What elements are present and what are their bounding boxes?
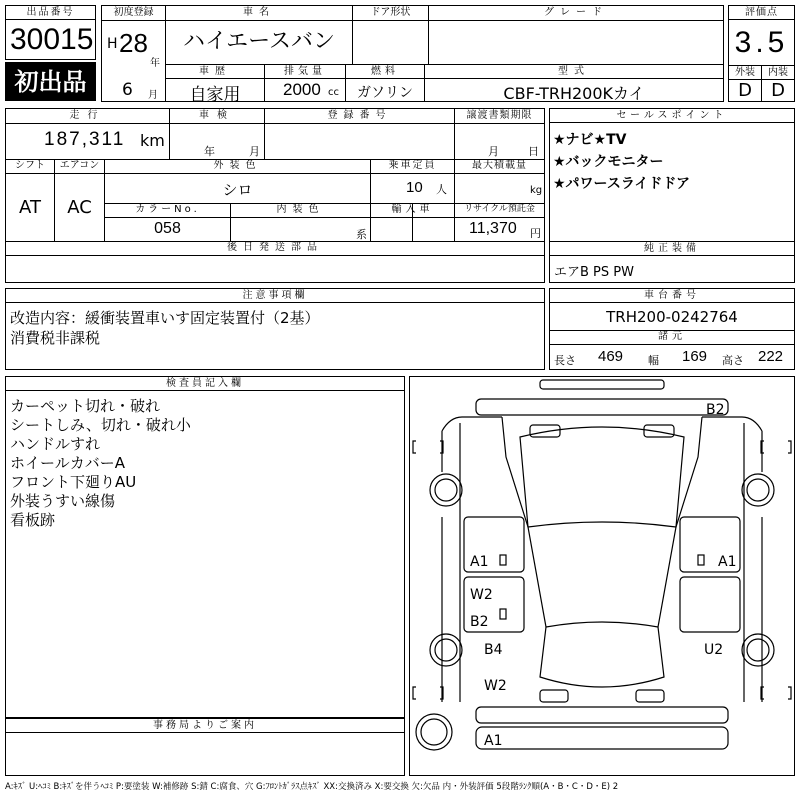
color-number-value: 058 [154,220,181,237]
notes-label: 注意事項欄 [6,289,544,303]
width-label: 幅 [648,354,659,367]
notes-box [5,288,545,370]
inspection-month-unit: 月 [249,145,260,158]
inspector-note: シートしみ、切れ・破れ小 [10,416,191,434]
shift-value: AT [19,197,41,218]
vehicle-diagram [410,377,794,775]
score-value: 3.5 [734,26,789,59]
inspector-note: 看板跡 [10,511,56,529]
office-notes-label: 事務局よりご案内 [6,719,404,733]
sales-point: ★パワースライドドア [553,176,691,192]
inspector-note: カーペット切れ・破れ [10,397,161,415]
displacement-unit: cc [328,87,339,98]
sales-point: ★バックモニター [553,154,664,170]
recycle-value: 11,370 [469,220,517,237]
door-type-label: ドア形状 [370,7,411,18]
chassis-label: 車台番号 [550,289,794,303]
inspector-notes-box [5,376,405,718]
equipment-value: エアB PS PW [554,265,634,280]
equipment-label: 純正装備 [550,242,794,256]
sales-points-label: セールスポイント [550,109,794,123]
damage-diagram-box [409,376,795,776]
fuel-label: 燃料 [371,66,399,77]
model-value: CBF-TRH200Kカイ [503,84,645,103]
length-label: 長さ [554,354,576,367]
sales-point: ★ナビ★TV [553,132,627,148]
aircon-value: AC [67,197,92,218]
first-registration-year: 28 [119,28,148,58]
model-label: 型式 [558,66,590,77]
damage-code-left-fender: B4 [484,642,503,658]
inspector-note: ホイールカバーA [10,454,125,472]
max-load-label: 最大積載量 [472,160,527,171]
width-value: 169 [682,348,708,365]
displacement-label: 排気量 [284,66,326,77]
first-listing-badge [5,62,96,101]
legend-text: A:ｷｽﾞ U:ﾍｺﾐ B:ｷｽﾞを伴うﾍｺﾐ P:要塗装 W:補修跡 S:錆 C:腐食、穴 G:ﾌﾛﾝﾄｶﾞﾗｽ点ｷｽﾞ XX:交換済み X:要交換 欠:欠品 内・外装評価 5段階ﾗﾝｸ順(A・B・C・D・E) 2 [5,782,619,792]
first-listing-text: 初出品 [14,68,87,96]
capacity-value: 10 [406,179,423,196]
dimensions-label: 諸元 [658,331,686,342]
damage-code-left-rear-panel: B2 [470,614,489,630]
fuel-value: ガソリン [357,85,413,101]
equipment-box [549,241,795,283]
sales-points-box [549,108,795,242]
exterior-grade-label: 外装 [735,67,755,78]
recycle-label: リサイクル預託金 [464,204,535,214]
score-box [728,5,795,102]
mileage-value: 187,311 [44,129,126,150]
later-parts-label: 後日発送部品 [227,242,323,253]
shift-label: シフト [15,160,45,171]
lot-number-box [5,5,96,60]
chassis-number: TRH200-0242764 [606,308,738,326]
lot-number-label: 出品番号 [6,6,95,20]
era-letter: H [107,36,118,52]
inspector-notes-label: 検査員記入欄 [6,377,404,391]
height-value: 222 [758,348,784,365]
inspector-note: 外装うすい線傷 [10,492,116,510]
month-unit: 月 [148,90,158,101]
mileage-unit: km [140,131,165,150]
car-name: ハイエースバン [182,29,336,54]
registration-number-label: 登録番号 [327,110,392,121]
chassis-box [549,288,795,370]
exterior-grade: D [738,80,752,101]
history-value: 自家用 [189,85,241,105]
grade-label: グレード [544,7,608,18]
first-registration-month: 6 [122,80,133,100]
damage-code-left-rear-door: W2 [470,587,493,603]
length-value: 469 [598,348,624,365]
mileage-label: 走行 [69,110,106,121]
interior-color-label: 内装色 [276,204,325,215]
interior-color-unit: 系 [356,228,367,241]
inspection-label: 車検 [199,110,235,121]
score-label: 評価点 [729,6,794,20]
inspector-note: フロント下廻りAU [10,473,137,491]
interior-grade: D [771,80,785,101]
transfer-month-unit: 月 [488,145,499,158]
recycle-unit: 円 [530,227,541,240]
inspector-note: ハンドルすれ [10,435,101,453]
damage-code-rear: B2 [706,402,725,418]
details-box [5,108,545,283]
damage-code-left-bottom: W2 [484,678,507,694]
transfer-day-unit: 日 [528,145,539,158]
capacity-label: 乗車定員 [388,160,437,171]
exterior-color-label: 外装色 [213,160,262,171]
max-load-unit: kg [530,185,543,196]
damage-code-left-front-door: A1 [470,554,489,570]
aircon-label: エアコン [59,160,100,171]
notes-line: 改造内容：緩衝装置車いす固定装置付（2基） [10,309,320,327]
car-name-label: 車名 [243,7,275,18]
color-number-label: カラーNo. [135,204,200,215]
lot-number: 30015 [10,23,94,56]
office-notes-box [5,718,405,776]
vehicle-summary-box [101,5,724,105]
notes-line: 消費税非課税 [10,329,101,347]
first-registration-label: 初度登録 [113,7,154,18]
damage-code-right-fender: U2 [704,642,724,658]
capacity-unit: 人 [436,183,447,196]
displacement-value: 2000 [283,80,321,99]
inspection-year-unit: 年 [204,145,215,158]
damage-code-right-front-door: A1 [718,554,737,570]
damage-code-front: A1 [484,733,503,749]
interior-grade-label: 内装 [768,67,788,78]
transfer-deadline-label: 譲渡書類期限 [466,110,533,121]
year-unit: 年 [150,58,160,69]
exterior-color-value: シロ [222,181,253,199]
history-label: 車歴 [199,66,231,77]
import-label: 輸入車 [391,204,434,215]
height-label: 高さ [722,354,744,367]
